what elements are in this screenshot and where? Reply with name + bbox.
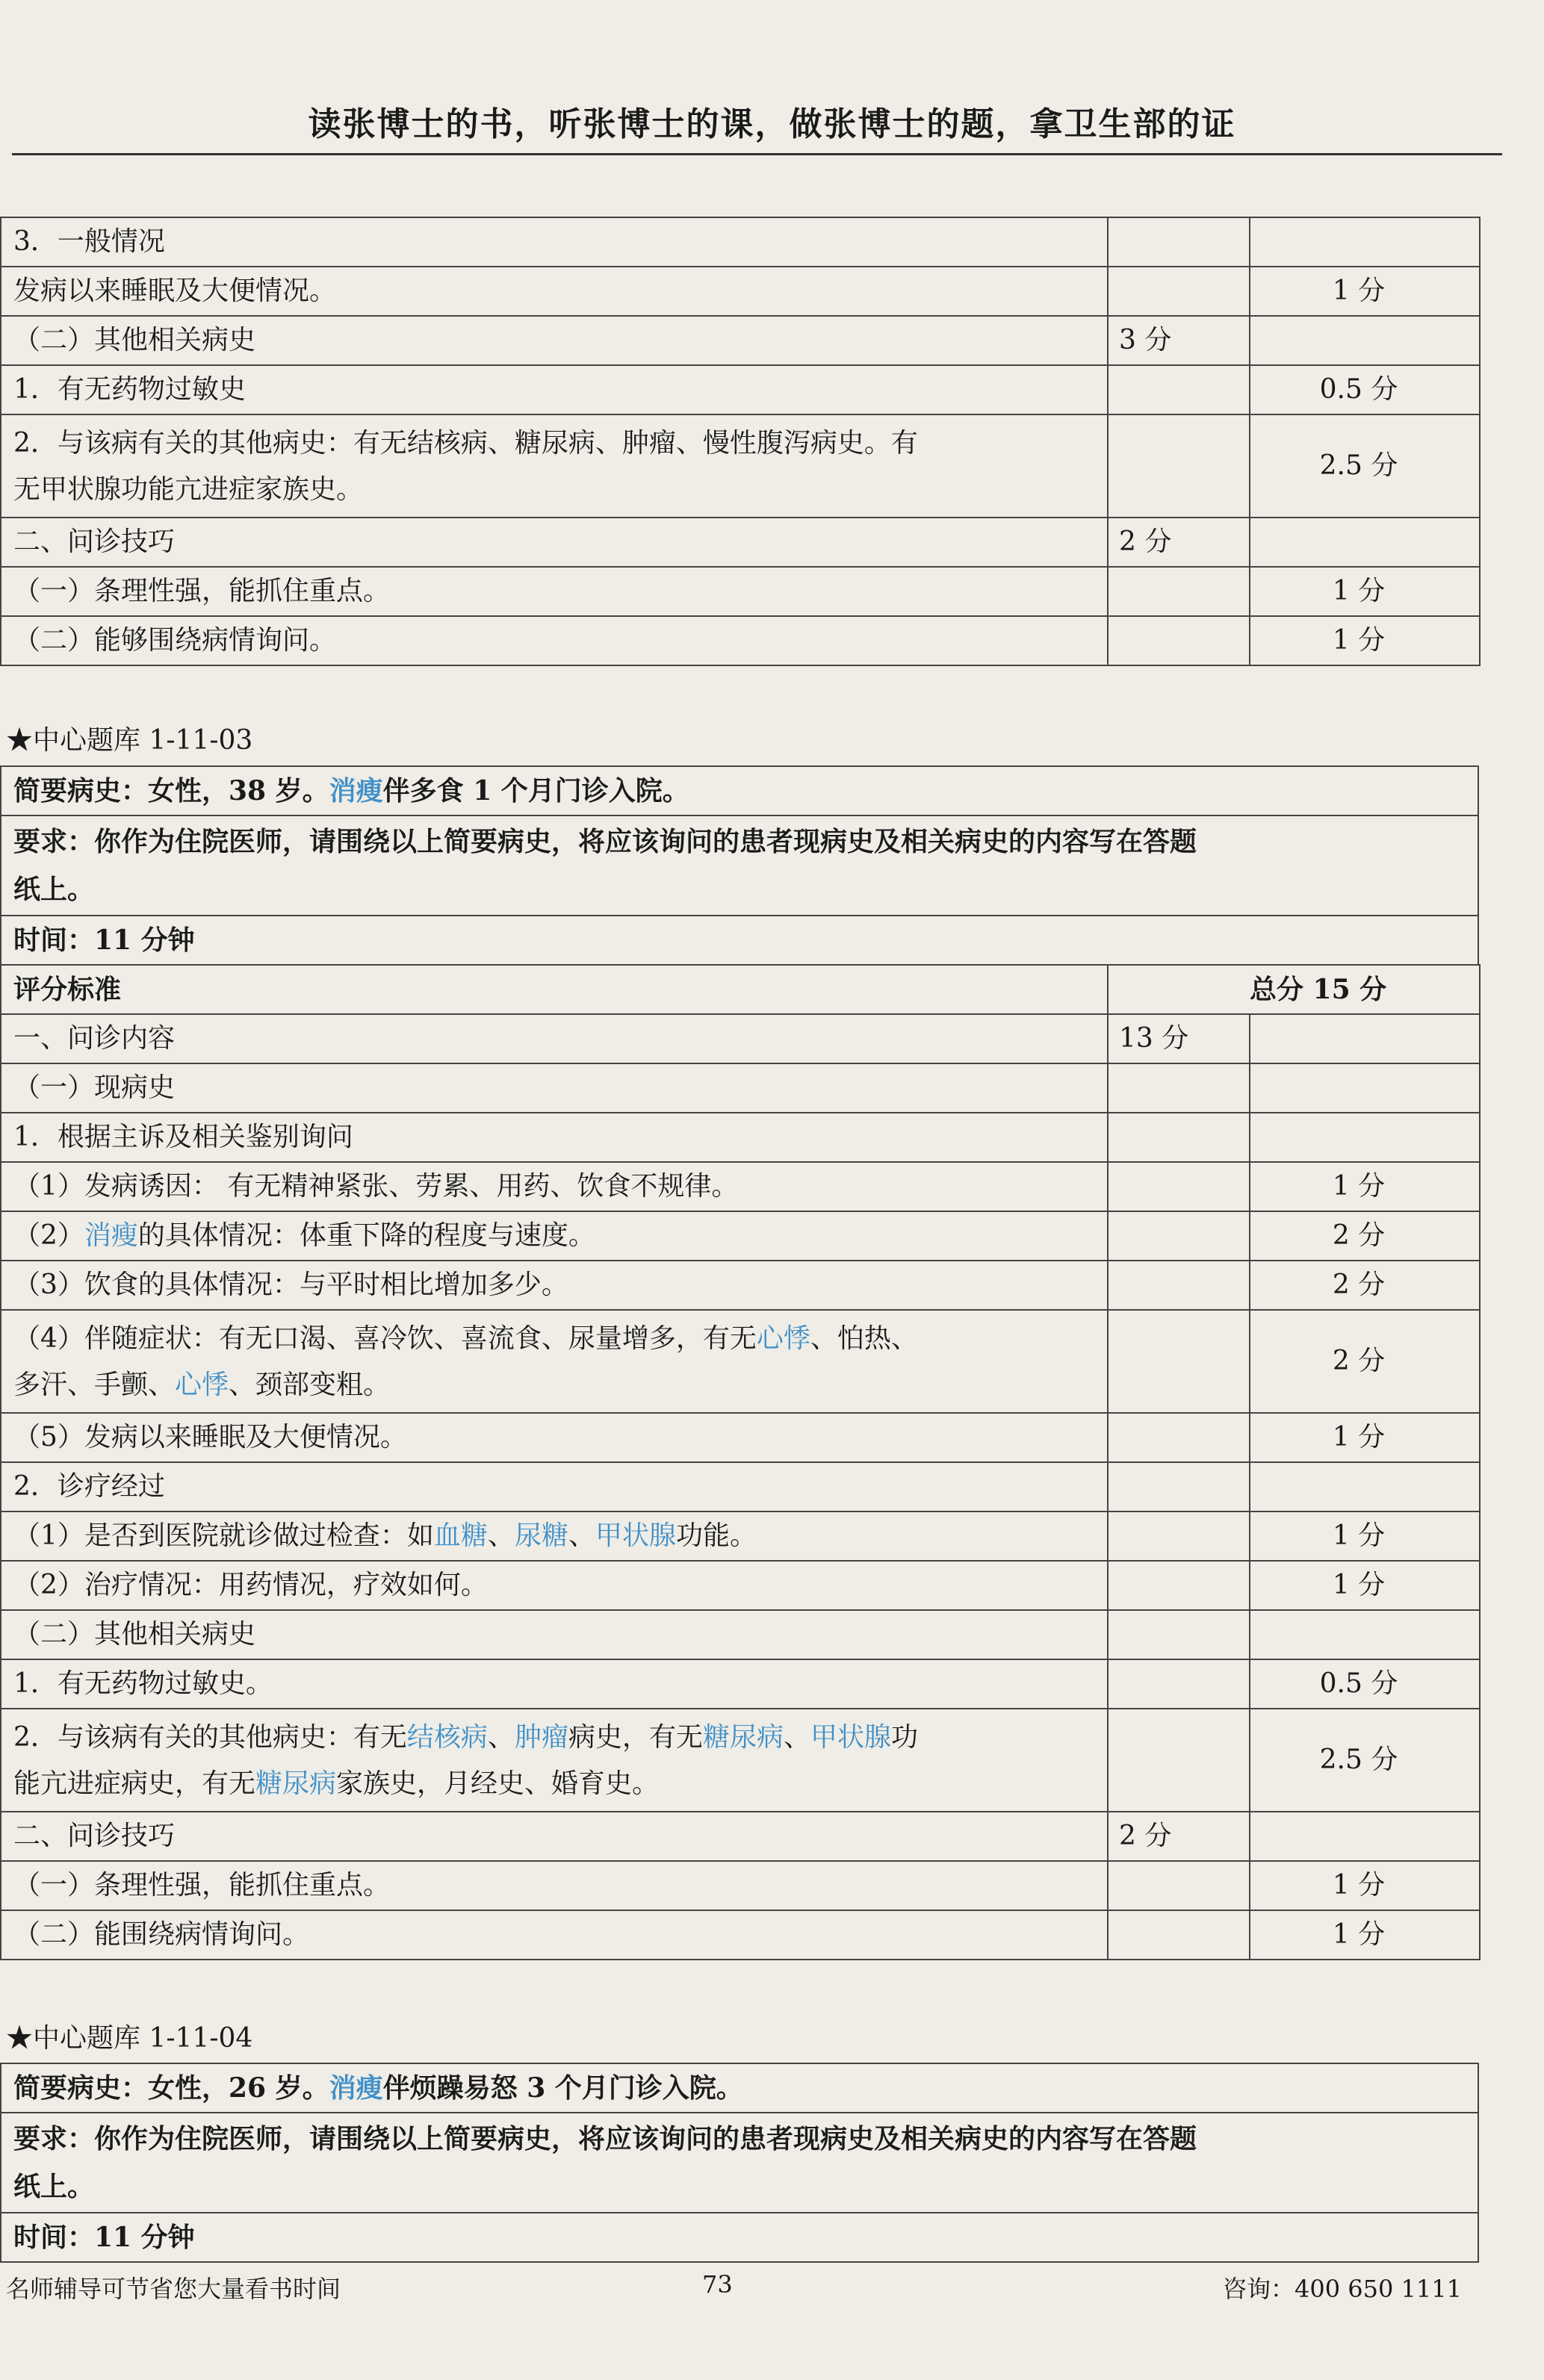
- row-text-highlight: 心悸: [756, 1323, 810, 1354]
- bank-03-header: [0, 765, 1479, 966]
- row-text-part: 、颈部变粗。: [229, 1370, 391, 1400]
- time-limit: 时间：11 分钟: [1, 916, 1478, 965]
- row-text: 1．根据主诉及相关鉴别询问: [1, 1113, 1108, 1162]
- row-text-part: 、: [783, 1722, 810, 1753]
- row-section-score: 13 分: [1108, 1014, 1250, 1063]
- history-text: 简要病史：女性，38 岁。: [13, 775, 329, 807]
- requirement-line: 要求：你作为住院医师，请围绕以上简要病史，将应该询问的患者现病史及相关病史的内容写在答题: [13, 826, 1197, 857]
- requirement-row: [1, 815, 1478, 916]
- row-score: 1 分: [1250, 1910, 1480, 1960]
- footer-slogan: 名师辅导可节省您大量看书时间: [6, 2275, 341, 2303]
- history-text: 伴烦躁易怒 3 个月门诊入院。: [382, 2072, 743, 2104]
- row-text: 一、问诊内容: [1, 1014, 1108, 1063]
- row-text: （2）治疗情况：用药情况，疗效如何。: [1, 1561, 1108, 1610]
- row-score: 1 分: [1250, 616, 1480, 665]
- row-text-highlight: 尿糖: [514, 1520, 568, 1551]
- row-section-score: 3 分: [1108, 316, 1250, 365]
- row-section-score: [1108, 616, 1250, 665]
- row-text-part: （4）伴随症状：有无口渴、喜冷饮、喜流食、尿量增多，有无: [13, 1323, 757, 1354]
- time-limit: 时间：11 分钟: [1, 2213, 1478, 2262]
- table-row: [1, 1310, 1480, 1413]
- row-text: 3．一般情况: [1, 217, 1108, 267]
- row-text-highlight: 糖尿病: [702, 1722, 784, 1753]
- row-text-highlight: 甲状腺: [595, 1520, 676, 1551]
- table-row: [1, 1261, 1480, 1310]
- row-text: （一）现病史: [1, 1063, 1108, 1113]
- bank-title-04: ★中心题库 1-11-04: [6, 2023, 253, 2054]
- row-text-part: （2）: [13, 1220, 84, 1251]
- row-section-score: 2 分: [1108, 518, 1250, 567]
- table-row: [1, 1561, 1480, 1610]
- page-header: 读张博士的书，听张博士的课，做张博士的题，拿卫生部的证: [308, 105, 1236, 143]
- row-section-score: [1108, 567, 1250, 616]
- brief-history: [1, 766, 1478, 815]
- row-score: 0.5 分: [1250, 365, 1480, 414]
- history-highlight: 消瘦: [329, 775, 383, 807]
- row-score: 1 分: [1250, 267, 1480, 316]
- bank-03-criteria: [0, 964, 1479, 1960]
- table-row: [1, 965, 1480, 1014]
- row-text: 2．诊疗经过: [1, 1462, 1108, 1511]
- table-row: [1, 567, 1480, 616]
- history-row: [1, 2063, 1478, 2113]
- row-score: 1 分: [1250, 1561, 1480, 1610]
- row-text-highlight: 血糖: [433, 1520, 488, 1551]
- row-text-part: 功能。: [675, 1520, 757, 1551]
- row-text: （一）条理性强，能抓住重点。: [1, 567, 1108, 616]
- bank-title-03: ★中心题库 1-11-03: [6, 725, 253, 756]
- requirement-line: 纸上。: [13, 874, 95, 905]
- header-divider: [12, 153, 1502, 155]
- row-text: [1, 1310, 1108, 1413]
- row-text: 1．有无药物过敏史: [1, 365, 1108, 414]
- table-row: [1, 365, 1480, 414]
- row-text-part: （1）是否到医院就诊做过检查：如: [13, 1520, 434, 1551]
- row-score: 2.5 分: [1250, 1709, 1480, 1812]
- row-text-part: 功: [891, 1722, 919, 1753]
- table-row: [1, 1709, 1480, 1812]
- row-section-score: [1108, 217, 1250, 267]
- requirement-line: 要求：你作为住院医师，请围绕以上简要病史，将应该询问的患者现病史及相关病史的内容写在答题: [13, 2123, 1197, 2154]
- row-score: 0.5 分: [1250, 1659, 1480, 1709]
- page-number: 73: [702, 2270, 733, 2299]
- row-text-line: 无甲状腺功能亢进症家族史。: [13, 474, 364, 505]
- footer-contact: 咨询：400 650 1111: [1223, 2275, 1462, 2303]
- row-text: 二、问诊技巧: [1, 518, 1108, 567]
- row-text: （二）能够围绕病情询问。: [1, 616, 1108, 665]
- row-text-line: 2．与该病有关的其他病史：有无结核病、糖尿病、肿瘤、慢性腹泻病史。有: [13, 428, 918, 459]
- table-row: [1, 1413, 1480, 1462]
- row-score: [1250, 316, 1480, 365]
- row-text: [1, 1511, 1108, 1561]
- row-text-part: 、怕热、: [810, 1323, 918, 1354]
- row-score: 1 分: [1250, 567, 1480, 616]
- row-score: [1250, 518, 1480, 567]
- table-row: [1, 1910, 1480, 1960]
- bank-04-header: [0, 2063, 1479, 2263]
- row-text-part: 多汗、手颤、: [13, 1370, 176, 1400]
- row-text: （3）饮食的具体情况：与平时相比增加多少。: [1, 1261, 1108, 1310]
- table-row: [1, 1462, 1480, 1511]
- row-text: （1）发病诱因： 有无精神紧张、劳累、用药、饮食不规律。: [1, 1162, 1108, 1211]
- row-text: （二）其他相关病史: [1, 316, 1108, 365]
- table-row: [1, 1113, 1480, 1162]
- row-text: [1, 1709, 1108, 1812]
- row-text-part: 、: [568, 1520, 595, 1551]
- row-text: [1, 414, 1108, 518]
- row-score: [1250, 217, 1480, 267]
- row-text-part: 能亢进症病史，有无: [13, 1768, 256, 1799]
- row-score: 1 分: [1250, 1413, 1480, 1462]
- history-highlight: 消瘦: [329, 2072, 383, 2104]
- row-text: [1, 1211, 1108, 1261]
- requirement: [1, 815, 1478, 916]
- table-row: [1, 1659, 1480, 1709]
- row-text: （5）发病以来睡眠及大便情况。: [1, 1413, 1108, 1462]
- row-score: 1 分: [1250, 1861, 1480, 1910]
- history-text: 伴多食 1 个月门诊入院。: [382, 775, 689, 807]
- table-row: [1, 1610, 1480, 1659]
- row-score: 2 分: [1250, 1211, 1480, 1261]
- row-text: 1．有无药物过敏史。: [1, 1659, 1108, 1709]
- page-footer: [0, 2270, 1544, 2308]
- time-row: [1, 2213, 1478, 2262]
- row-text-highlight: 糖尿病: [255, 1768, 337, 1799]
- row-score: 1 分: [1250, 1162, 1480, 1211]
- table-row: [1, 1014, 1480, 1063]
- row-text-part: 2．与该病有关的其他病史：有无: [13, 1722, 407, 1753]
- row-text-part: 病史，有无: [568, 1722, 703, 1753]
- row-text: （一）条理性强，能抓住重点。: [1, 1861, 1108, 1910]
- row-text-part: 、: [487, 1722, 515, 1753]
- requirement-line: 纸上。: [13, 2171, 95, 2202]
- row-text: （二）能围绕病情询问。: [1, 1910, 1108, 1960]
- row-section-score: [1108, 267, 1250, 316]
- row-text: 二、问诊技巧: [1, 1812, 1108, 1861]
- row-text-part: 、: [487, 1520, 515, 1551]
- table-row: [1, 414, 1480, 518]
- table-top: [0, 217, 1479, 666]
- table-row: [1, 1812, 1480, 1861]
- row-text: （二）其他相关病史: [1, 1610, 1108, 1659]
- row-text: 发病以来睡眠及大便情况。: [1, 267, 1108, 316]
- row-text-highlight: 肿瘤: [514, 1722, 568, 1753]
- row-score: 2 分: [1250, 1310, 1480, 1413]
- row-section-score: [1108, 414, 1250, 518]
- history-row: [1, 766, 1478, 815]
- requirement-row: [1, 2113, 1478, 2213]
- table-row: [1, 518, 1480, 567]
- table-row: [1, 1162, 1480, 1211]
- time-row: [1, 916, 1478, 965]
- brief-history: [1, 2063, 1478, 2113]
- total-score: 总分 15 分: [1250, 965, 1480, 1014]
- row-score: 2 分: [1250, 1261, 1480, 1310]
- row-score: 2.5 分: [1250, 414, 1480, 518]
- table-row: [1, 616, 1480, 665]
- row-text-highlight: 消瘦: [84, 1220, 138, 1251]
- table-row: [1, 1511, 1480, 1561]
- requirement: [1, 2113, 1478, 2213]
- table-row: [1, 1211, 1480, 1261]
- row-text-part: 家族史，月经史、婚育史。: [336, 1768, 660, 1799]
- row-text-part: 的具体情况：体重下降的程度与速度。: [137, 1220, 595, 1251]
- row-section-score: 2 分: [1108, 1812, 1250, 1861]
- table-row: [1, 1063, 1480, 1113]
- row-score: 1 分: [1250, 1511, 1480, 1561]
- table-row: [1, 1861, 1480, 1910]
- history-text: 简要病史：女性，26 岁。: [13, 2072, 329, 2104]
- criteria-label: 评分标准: [1, 965, 1108, 1014]
- table-row: [1, 316, 1480, 365]
- row-text-highlight: 结核病: [406, 1722, 488, 1753]
- row-text-highlight: 甲状腺: [810, 1722, 892, 1753]
- row-section-score: [1108, 365, 1250, 414]
- table-row: [1, 217, 1480, 267]
- row-text-highlight: 心悸: [175, 1370, 229, 1400]
- table-row: [1, 267, 1480, 316]
